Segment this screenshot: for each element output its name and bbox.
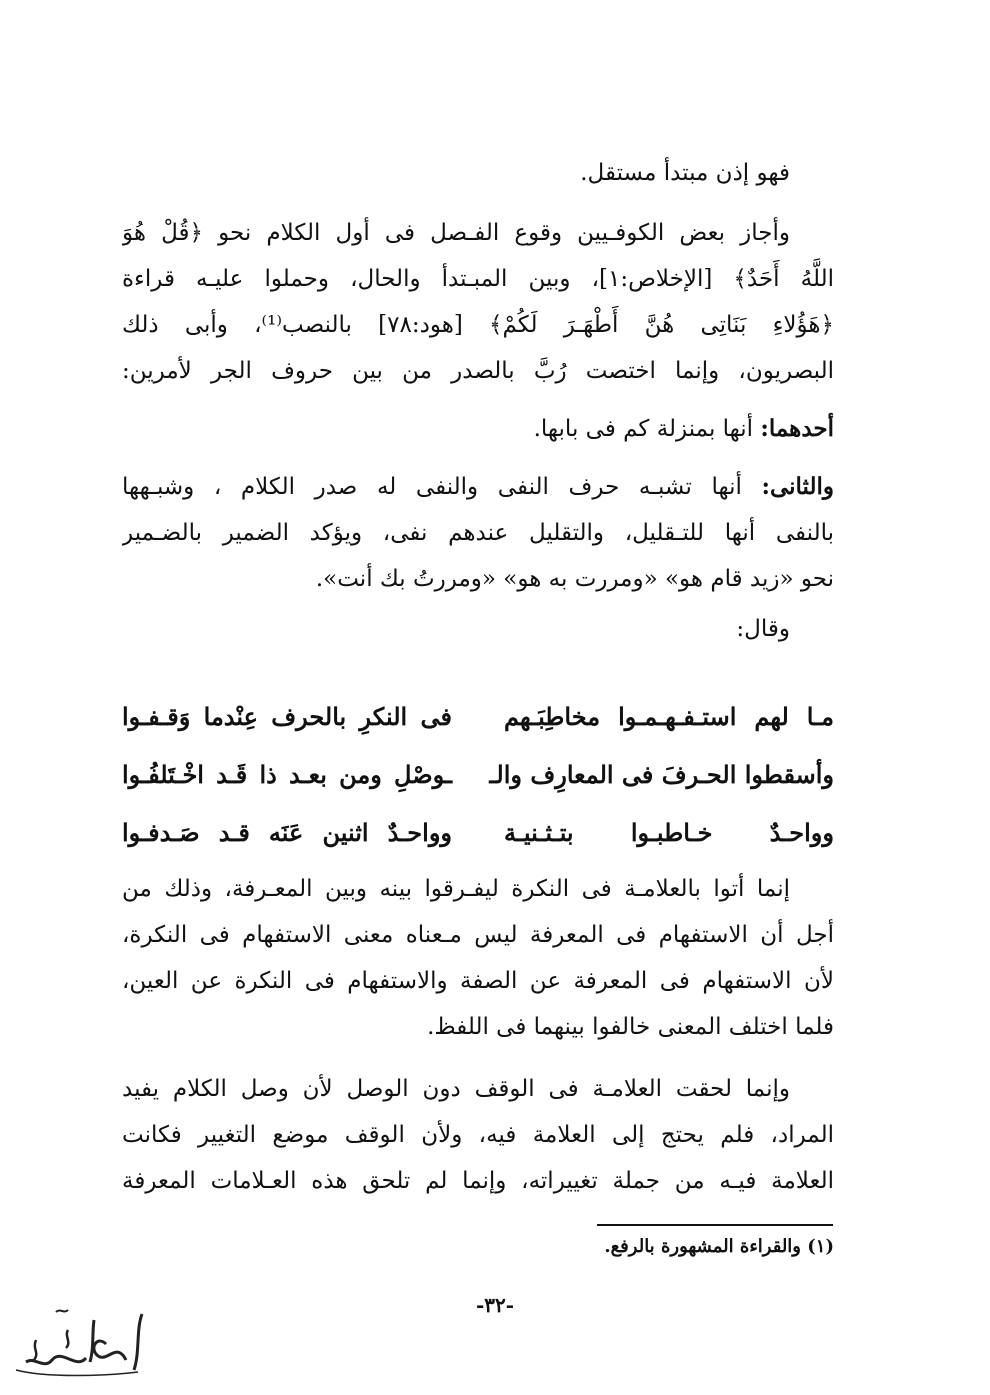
text-line: العلامة فيـه من جملة تغييراته، وإنما لم تلحق هذه العـلامات المعرفة (122, 1168, 834, 1194)
text-line: بالنفى أنها للتـقليل، والتقليل عندهم نفى، ويؤكد الضمير بالضـمير (122, 520, 834, 546)
text-line: وإنما لحقت العلامـة فى الوقف دون الوصل لأن وصل الكلام يفيد (122, 1076, 790, 1102)
verse-first-hemistich: وواحـدٌ خـاطبـوا بتـثـنيـة (504, 818, 834, 847)
text-line: المراد، فلم يحتج إلى العلامة فيه، ولأن الوقف موضع التغيير فكانت (122, 1122, 834, 1148)
lead-word: أحدهما: (760, 415, 834, 442)
text-line: وأجاز بعض الكوفـيين وقوع الفـصل فى أول الكلام نحو ﴿قُلْ هُوَ (122, 220, 790, 246)
verse-second-hemistich: وواحـدٌ اثنين عَنَه قـد صَـدفـوا (122, 818, 452, 847)
body-text-bottom (122, 866, 834, 1204)
verse-row (122, 694, 834, 740)
verse-first-hemistich: وأسقطوا الحـرفَ فى المعارِف والـ (489, 760, 834, 789)
page-number: -٣٢- (475, 1293, 515, 1317)
verse-row (122, 752, 834, 798)
text-line: فهو إذن مبتدأ مستقل. (580, 160, 790, 186)
text-line: والثانى: أنها تشبـه حرف النفى والنفى له صدر الكلام ، وشبـهها (122, 473, 834, 500)
text-line: وقال: (736, 616, 790, 642)
text-line: إنما أتوا بالعلامـة فى النكرة ليفـرقوا بينه وبين المعـرفة، وذلك من (122, 876, 790, 902)
body-text-top (122, 150, 834, 652)
verse-second-hemistich: ـوصْلِ ومن بعـد ذا قَـد اخْـتَلفُـوا (122, 760, 452, 789)
footnote-separator (597, 1224, 833, 1226)
text-line: أحدهما: أنها بمنزلة كم فى بابها. (533, 415, 834, 442)
verse-first-hemistich: مـا لهم استـفـهـمـوا مخاطِبَـهم (504, 702, 834, 731)
text-line: فلما اختلف المعنى خالفوا بينهما فى اللفظ. (427, 1014, 834, 1040)
text-line: البصريون، وإنما اختصت رُبَّ بالصدر من بين حروف الجر لأمرين: (122, 358, 834, 384)
verse-row (122, 810, 834, 856)
text-line: أجل أن الاستفهام فى المعرفة ليس مـعناه معنى الاستفهام فى النكرة، (122, 922, 834, 948)
text-line: لأن الاستفهام فى المعرفة عن الصفة والاستفهام فى النكرة عن العين، (122, 968, 834, 994)
text-line: اللَّهُ أَحَدٌ﴾ [الإخلاص:١]، وبين المبـتدأ والحال، وحملوا عليـه قراءة (122, 266, 834, 292)
footnote: (١) والقراءة المشهورة بالرفع. (604, 1236, 834, 1257)
library-logo (6, 1300, 152, 1386)
lead-word: والثانى: (761, 473, 834, 500)
verse-second-hemistich: فى النكرِ بالحرف عِنْدما وَقـفـوا (122, 702, 452, 731)
text-line: ﴿هَؤُلاءِ بَنَاتِى هُنَّ أَطْهَـرَ لَكُمْ﴾ [هود:٧٨] بالنصب⁽¹⁾، وأبى ذلك (122, 312, 834, 338)
text-line: نحو «زيد قام هو» «ومررت به هو» «ومررتُ بك أنت». (315, 566, 834, 592)
